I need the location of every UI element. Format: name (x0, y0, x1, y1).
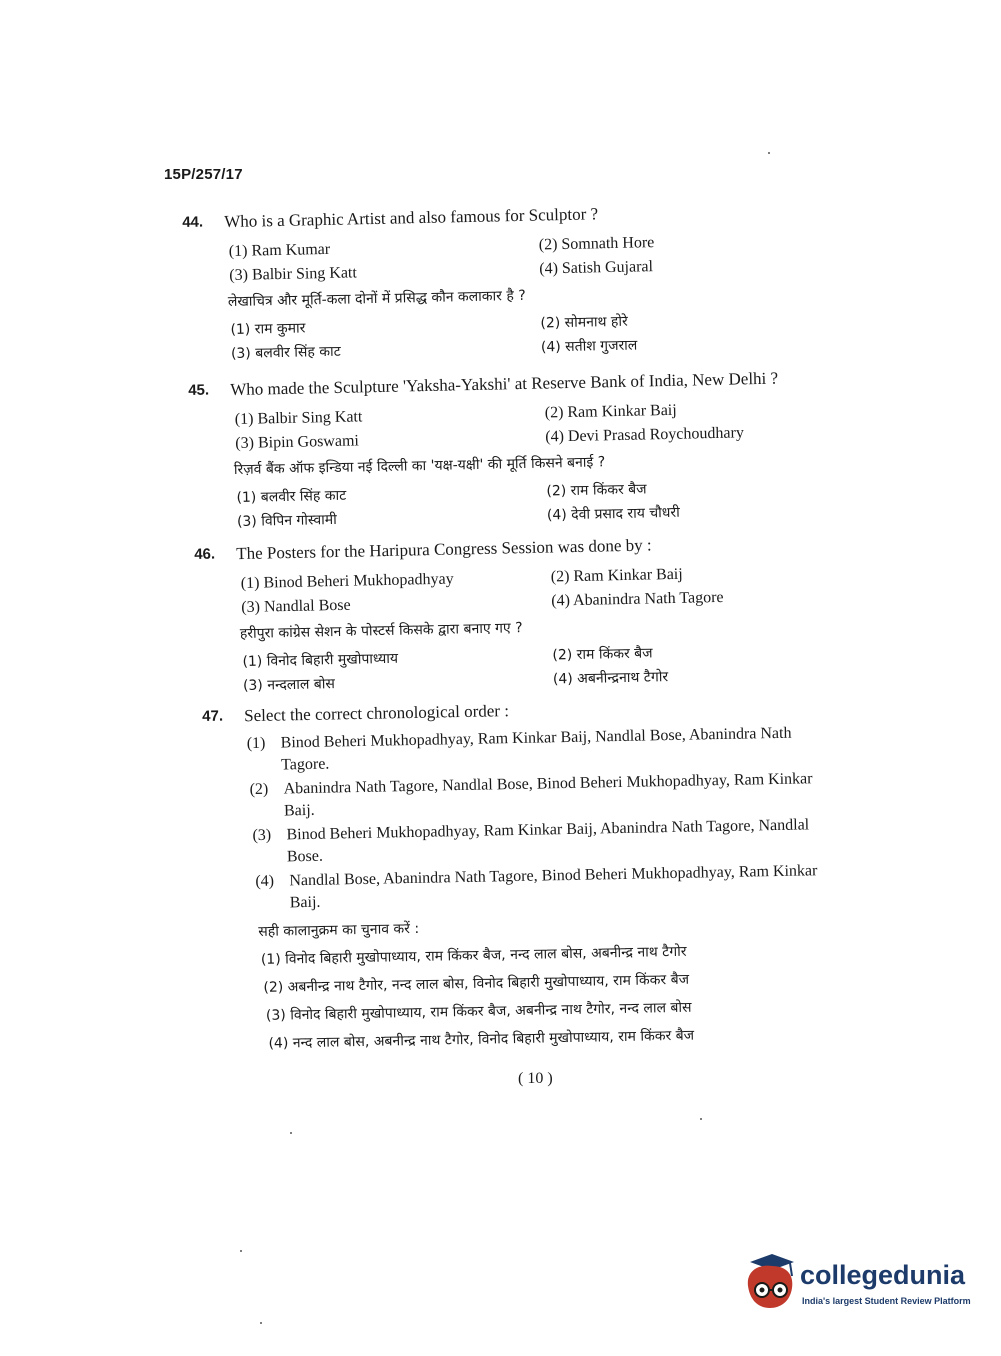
option-en-4: (4) Satish Gujaral (539, 258, 654, 278)
question-text-hi: रिज़र्व बैंक ऑफ इन्डिया नई दिल्ली का 'यक्ष-यक्षी' की मूर्ति किसने बनाई ? (233, 454, 606, 479)
scan-speck (700, 1118, 702, 1120)
option-en-3: (3) Nandlal Bose (241, 596, 351, 617)
option-number: (4) (255, 872, 275, 891)
question-text-hi: हरीपुरा कांग्रेस सेशन के पोस्टर्स किसके द्वारा बनाए गए ? (239, 620, 523, 643)
question-text-en: Who is a Graphic Artist and also famous for Sculptor ? (224, 204, 599, 232)
question-text-en: The Posters for the Haripura Congress Session was done by : (236, 535, 652, 564)
scan-speck (768, 152, 770, 154)
option-en-1: (1) Balbir Sing Katt (234, 408, 363, 429)
option-text: Abanindra Nath Tagore, Nandlal Bose, Binod Beheri Mukhopadhyay, Ram Kinkar Baij. (283, 770, 813, 820)
option-en-4 (255, 860, 846, 915)
option-en-2: (2) Ram Kinkar Baij (550, 565, 683, 586)
option-hi-3: (3) विनोद बिहारी मुखोपाध्याय, राम किंकर बैज, अबनीन्द्र नाथ टैगोर, नन्द लाल बोस (265, 999, 692, 1024)
option-hi-2: (2) सोमनाथ होरे (540, 313, 628, 332)
option-hi-4: (4) देवी प्रसाद राय चौधरी (546, 504, 680, 524)
option-text: Nandlal Bose, Abanindra Nath Tagore, Binod Beheri Mukhopadhyay, Ram Kinkar Baij. (289, 862, 818, 912)
scan-speck (260, 1322, 262, 1324)
paper-code: 15P/257/17 (164, 166, 243, 183)
option-en-2: (2) Somnath Hore (538, 234, 655, 254)
option-hi-1: (1) राम कुमार (230, 320, 306, 339)
option-number: (3) (252, 826, 272, 845)
question-45 (188, 366, 851, 540)
mascot-logo-icon (742, 1252, 798, 1310)
option-hi-3: (3) बलवीर सिंह काट (230, 343, 341, 363)
option-en-1: (1) Binod Beheri Mukhopadhyay (240, 570, 454, 593)
page-number: ( 10 ) (518, 1070, 553, 1087)
watermark-logo (742, 1252, 972, 1314)
option-en-3: (3) Bipin Goswami (235, 432, 360, 453)
brand-tagline: India's largest Student Review Platform (802, 1296, 971, 1306)
question-44 (182, 200, 745, 372)
option-hi-3: (3) नन्दलाल बोस (242, 676, 336, 695)
option-hi-1: (1) विनोद बिहारी मुखोपाध्याय, राम किंकर बैज, नन्द लाल बोस, अबनीन्द्र नाथ टैगोर (260, 943, 687, 968)
option-en-2: (2) Ram Kinkar Baij (544, 401, 677, 422)
question-number: 47. (202, 707, 224, 725)
option-en-4: (4) Abanindra Nath Tagore (551, 588, 724, 610)
option-hi-2: (2) राम किंकर बैज (552, 645, 653, 664)
question-text-hi: लेखाचित्र और मूर्ति-कला दोनों में प्रसिद्ध कौन कलाकार है ? (227, 287, 526, 311)
question-number: 46. (194, 545, 216, 563)
option-hi-1: (1) विनोद बिहारी मुखोपाध्याय (242, 650, 399, 671)
brand-name: collegedunia (800, 1260, 966, 1290)
question-47 (202, 693, 889, 1056)
option-text: Binod Beheri Mukhopadhyay, Ram Kinkar Baij, Nandlal Bose, Abanindra Nath Tagore. (280, 724, 792, 774)
option-hi-4: (4) अबनीन्द्रनाथ टैगोर (552, 669, 669, 688)
question-text-en: Who made the Sculpture 'Yaksha-Yakshi' at Reserve Bank of India, New Delhi ? (230, 368, 779, 400)
question-text-hi: सही कालानुक्रम का चुनाव करें : (258, 920, 420, 940)
option-en-1: (1) Ram Kumar (228, 240, 331, 261)
option-hi-4: (4) नन्द लाल बोस, अबनीन्द्र नाथ टैगोर, विनोद बिहारी मुखोपाध्याय, राम किंकर बैज (268, 1027, 695, 1052)
option-en-4: (4) Devi Prasad Roychoudhary (545, 424, 745, 446)
option-hi-4: (4) सतीश गुजराल (540, 337, 638, 356)
option-hi-2: (2) राम किंकर बैज (546, 481, 647, 500)
option-text: Binod Beheri Mukhopadhyay, Ram Kinkar Baij, Abanindra Nath Tagore, Nandlal Bose. (286, 816, 810, 866)
option-hi-1: (1) बलवीर सिंह काट (236, 487, 347, 507)
scan-speck (240, 1250, 242, 1252)
option-number: (1) (246, 734, 266, 753)
option-hi-3: (3) विपिन गोस्वामी (236, 511, 337, 531)
question-number: 45. (188, 381, 210, 399)
question-number: 44. (182, 213, 204, 231)
scan-speck (290, 1132, 292, 1134)
option-number: (2) (249, 780, 269, 799)
question-text-en: Select the correct chronological order : (244, 701, 510, 726)
option-en-3: (3) Balbir Sing Katt (229, 264, 358, 285)
question-46 (194, 532, 777, 704)
option-hi-2: (2) अबनीन्द्र नाथ टैगोर, नन्द लाल बोस, विनोद बिहारी मुखोपाध्याय, राम किंकर बैज (263, 971, 690, 996)
